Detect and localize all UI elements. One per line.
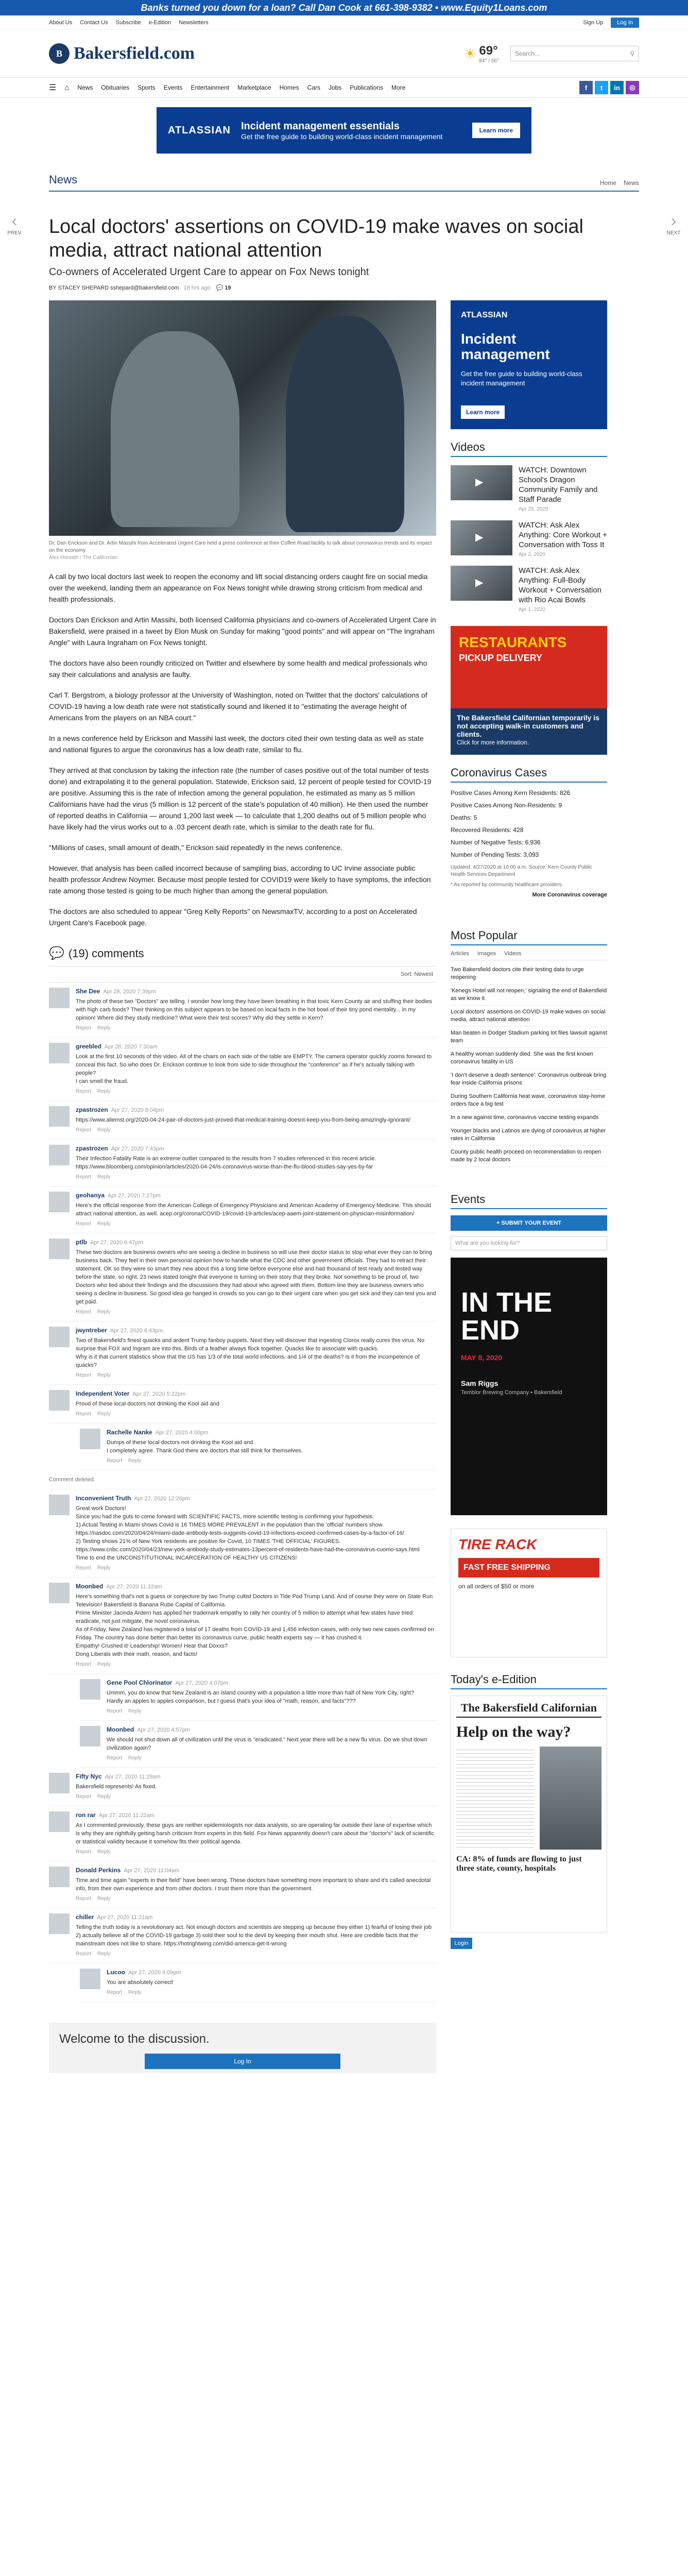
- comment-date: Apr 27, 2020 6:47pm: [90, 1240, 143, 1246]
- most-popular-title: Most Popular: [451, 929, 607, 945]
- restaurants-ad[interactable]: [451, 626, 607, 755]
- sort-select[interactable]: Sort: Newest: [401, 971, 433, 977]
- tab-images[interactable]: Images: [477, 951, 496, 957]
- restaurant-ad-line2: PICKUP DELIVERY: [459, 653, 543, 663]
- comment-text: Two of Bakersfield's finest quacks and ardent Trump fanboy puppets. Next they will discover that ingesting Clorox really cures this virus. No surprise that FOX and Ingram are into this. Birds of a feather always flock together. Quacks like to associate with quacks. Why is it that current statistics show that the US has 1/3 of the total world infections, and 1/4 of the deaths? Is it from the incompetence of quacks?: [76, 1337, 425, 1368]
- promo-banner[interactable]: [0, 0, 688, 15]
- comment: [49, 1908, 436, 1963]
- report-link[interactable]: Report: [76, 1372, 92, 1378]
- nav-item-sports[interactable]: Sports: [137, 84, 156, 91]
- event-search-input[interactable]: [451, 1236, 607, 1250]
- report-link[interactable]: Report: [76, 1089, 92, 1094]
- eedition-cover[interactable]: [451, 1696, 607, 1933]
- comment: [80, 1423, 436, 1470]
- covid-updated: Updated: 4/27/2020 at 10:00 a.m. Source: Kern County Public Health Services Department: [451, 865, 592, 877]
- nav-item-events[interactable]: Events: [163, 84, 183, 91]
- comment-text: Time and time again "experts in their field" have been wrong. These doctors have something more important to share and it's called anecdotal info, from their own experience and from other doctors. I trust them more than the government.: [76, 1877, 431, 1892]
- comment-date: Apr 27, 2020 4:09pm: [128, 1970, 181, 1976]
- avatar[interactable]: [49, 1106, 70, 1127]
- event-search-placeholder: What are you looking for?: [455, 1240, 520, 1246]
- reply-link[interactable]: Reply: [97, 1896, 111, 1902]
- video-title[interactable]: WATCH: Downtown School's Dragon Community Family and Staff Parade: [519, 466, 598, 504]
- nav-item-jobs[interactable]: Jobs: [328, 84, 342, 91]
- report-link[interactable]: Report: [76, 1221, 92, 1227]
- video-item[interactable]: [451, 520, 607, 557]
- video-date: Apr 1, 2020: [519, 607, 545, 613]
- tire-ad-sub: on all orders of $50 or more: [458, 1583, 535, 1590]
- avatar[interactable]: [49, 1192, 70, 1212]
- tab-articles[interactable]: Articles: [451, 951, 470, 957]
- nav-item-cars[interactable]: Cars: [307, 84, 320, 91]
- comment-author[interactable]: Rachelle Nanke: [107, 1429, 152, 1436]
- prev-label: PREV: [7, 230, 22, 236]
- comment-date: Apr 27, 2020 11:29am: [105, 1774, 161, 1780]
- comment: [49, 1861, 436, 1908]
- comment-date: Apr 27, 2020 4:00pm: [155, 1430, 209, 1436]
- comment-text: https://www.aliemst.org/2020-04-24-pair-of-doctors-just-proved-that-medical-training-doesnt-keep-you-from-being-amazingly-ignorant/: [76, 1117, 410, 1123]
- comment-date: Apr 27, 2020 11:32am: [106, 1584, 162, 1590]
- comment: [49, 1187, 436, 1233]
- article-paragraph: Carl T. Bergstrom, a biology professor at the University of Washington, noted on Twitter that the doctors' calculations of COVID-19 having a low death rate were not statistically sound and likened it to "estimating the average height of Americans from the players on an NBA court.": [49, 691, 427, 722]
- utility-links: [49, 20, 215, 26]
- submit-event-button[interactable]: + SUBMIT YOUR EVENT: [451, 1215, 607, 1231]
- section-header: [49, 169, 639, 192]
- reply-link[interactable]: Reply: [128, 1755, 142, 1761]
- home-icon[interactable]: ⌂: [64, 83, 70, 92]
- video-thumbnail[interactable]: [451, 566, 512, 601]
- popular-item[interactable]: Younger blacks and Latinos are dying of coronavirus at higher rates in California: [451, 1125, 607, 1146]
- comment-date: Apr 27, 2020 11:22am: [98, 1812, 154, 1819]
- report-link[interactable]: Report: [76, 1565, 92, 1571]
- covid-stat: Deaths: 5: [451, 814, 477, 821]
- popular-item[interactable]: Man beaten in Dodger Stadium parking lot files lawsuit against team: [451, 1027, 607, 1048]
- comment: [80, 1721, 436, 1768]
- comment: [49, 1101, 436, 1140]
- popular-item[interactable]: In a new against time, coronavirus vaccine testing expands: [451, 1111, 607, 1125]
- avatar[interactable]: [49, 1773, 70, 1793]
- utility-link-subscribe[interactable]: Subscribe: [115, 19, 141, 26]
- chevron-right-icon: ›: [670, 211, 677, 230]
- comment-date: Apr 27, 2020 6:43pm: [110, 1328, 163, 1334]
- comment-author[interactable]: zpastrozen: [76, 1106, 108, 1113]
- comment-date: Apr 28, 2020 7:39pm: [103, 989, 157, 995]
- sidebar-ad-body: Get the free guide to building world-class incident management: [461, 370, 582, 387]
- comments-login-button[interactable]: Log In: [145, 2054, 340, 2069]
- avatar[interactable]: [49, 1583, 70, 1603]
- comment-author[interactable]: ptlb: [76, 1239, 87, 1246]
- article-paragraph: Doctors Dan Erickson and Artin Massihi, both licensed California physicians and co-owners of Accelerated Urgent Care in Bakersfield, were praised in a tweet by Elon Musk on Sunday for making "good points" and will appear on "The Ingraham Angle" with Laura Ingraham on Fox News tonight.: [49, 616, 436, 647]
- popular-item[interactable]: 'I don't deserve a death sentence': Coronavirus outbreak bring fear inside California prisons: [451, 1069, 607, 1090]
- reply-link[interactable]: Reply: [97, 1089, 111, 1094]
- comment-author[interactable]: ron rar: [76, 1811, 96, 1819]
- restaurant-ad-line1: RESTAURANTS: [459, 634, 567, 650]
- sidebar-ad-brand: ATLASSIAN: [461, 311, 508, 319]
- report-link[interactable]: Report: [76, 1951, 92, 1957]
- reply-link[interactable]: Reply: [97, 1127, 111, 1133]
- covid-title: Coronavirus Cases: [451, 766, 607, 783]
- report-link[interactable]: Report: [76, 1896, 92, 1902]
- tire-ad-deal: FAST FREE SHIPPING: [458, 1558, 599, 1578]
- notice-strip[interactable]: [451, 708, 607, 755]
- search-icon[interactable]: ⚲: [630, 50, 634, 57]
- article-paragraph: In a news conference held by Erickson and Massihi last week, the doctors cited their own testing data as well as state and national figures to argue the coronavirus has a low death rate, similar to flu.: [49, 734, 424, 754]
- reply-link[interactable]: Reply: [97, 1565, 111, 1571]
- nav-item-news[interactable]: News: [77, 84, 93, 91]
- nav-item-marketplace[interactable]: Marketplace: [237, 84, 271, 91]
- comment-text: Here's the official response from the American College of Emergency Physicians and American Academy of Emergency Medicine. This should attract national attention, as well. acep.org/corona/COVID-19/covid-19-articles/acep-aaem-joint-statement-on-physician-misinformation/: [76, 1202, 432, 1217]
- avatar[interactable]: [49, 1390, 70, 1411]
- video-item[interactable]: [451, 566, 607, 613]
- eedition-login-button[interactable]: Login: [451, 1938, 472, 1949]
- eedition-title: Today's e-Edition: [451, 1673, 607, 1689]
- most-popular-tabs: [451, 951, 607, 960]
- report-link[interactable]: Report: [76, 1411, 92, 1417]
- signup-link[interactable]: Sign Up: [583, 19, 604, 26]
- byline: [49, 284, 639, 291]
- site-logo[interactable]: [49, 43, 195, 64]
- comment-text: Proud of these local doctors not drinking the Kool aid and: [76, 1401, 219, 1407]
- tire-rack-ad[interactable]: [451, 1529, 607, 1657]
- caption-text: Dr. Dan Erickson and Dr. Artin Massihi from Accelerated Urgent Care held a press conference at their Coffee Road facility to talk about coronavirus trends and its impact on the economy.: [49, 540, 432, 553]
- avatar[interactable]: [49, 1327, 70, 1347]
- comment-text: Great work Doctors! Since you had the guts to come forward with SCIENTIFIC FACTS, more scientific testing is confirming your hypothesis: 1) Actual Testing in Miami shows Covid is 16 TIMES MORE PREVALENT in the population than the 'official' numbers show. https://nasdoc.com/2020/04/24/miami-dade-antibody-tests-suggests-covid-19-infections-exceed-confirmed-cases-by-a-factor-of-16/ 2) Testing shows 21% of New York residents are positive for Covid, 10 TIMES 'THE OFFICIAL' FIGURES. https://www.cnbc.com/2020/04/23/new-york-antibody-study-estimates-13percent-of-residents-have-had-the-coronavirus-cuomo-says.html Time to end the UNCONSTITUTIONAL INCARCERATION OF HEALTHY US CITIZENS!: [76, 1505, 420, 1561]
- reply-link[interactable]: Reply: [128, 1708, 142, 1714]
- avatar[interactable]: [80, 1969, 100, 1989]
- reply-link[interactable]: Reply: [97, 1849, 111, 1855]
- comment-author[interactable]: Donald Perkins: [76, 1867, 121, 1874]
- event-name[interactable]: Sam Riggs: [461, 1379, 498, 1387]
- instagram-icon[interactable]: ◎: [626, 81, 639, 94]
- events-title: Events: [451, 1193, 607, 1209]
- comment-author[interactable]: Inconvenient Truth: [76, 1495, 131, 1502]
- article-paragraph: A call by two local doctors last week to reopen the economy and lift social distancing orders caught fire on social media over the weekend, landing them an appearance on Fox News tonight while drawing strong criticism from medical and health professionals.: [49, 572, 428, 603]
- video-thumbnail[interactable]: [451, 465, 512, 500]
- comment-text: Dumps of these local doctors not drinking the Kool aid and I completely agree. Thank God there are doctors that still think for themselves.: [107, 1439, 303, 1454]
- nav-item-publications[interactable]: Publications: [350, 84, 384, 91]
- menu-icon[interactable]: ☰: [49, 83, 57, 92]
- covid-note: * As reported by community healthcare providers.: [451, 882, 563, 888]
- report-link[interactable]: Report: [76, 1794, 92, 1800]
- photo-caption: [49, 540, 436, 562]
- report-link[interactable]: Report: [76, 1127, 92, 1133]
- comment-text: You are absolutely correct!: [107, 1979, 174, 1986]
- comment-date: Apr 28, 2020 7:30am: [105, 1044, 158, 1050]
- covid-stat: Number of Pending Tests: 3,093: [451, 851, 539, 858]
- reply-link[interactable]: Reply: [97, 1662, 111, 1667]
- report-link[interactable]: Report: [76, 1662, 92, 1667]
- report-link[interactable]: Report: [107, 1990, 123, 1995]
- nav-item-obituaries[interactable]: Obituaries: [101, 84, 130, 91]
- ad-cta-button[interactable]: Learn more: [472, 123, 520, 138]
- comment: [49, 1578, 436, 1674]
- deleted-comment: Comment deleted.: [49, 1470, 436, 1489]
- utility-link-eedition[interactable]: e-Edition: [148, 19, 171, 26]
- report-link[interactable]: Report: [76, 1025, 92, 1031]
- comment-text: Here's something that's not a guess or conjecture by two Trump cultist Doctors in Tide Pod Trump Land. And of course they were on State Run Television! Bakersfield is Banana Rube Capital of California. Prime Minister Jacinda Ardern has applied her trademark empathy to rally her country of 5 million to attempt what few states have tried: eradicate, not just mitigate, the novel coronavirus. As of Friday, New Zealand has registered a total of 17 deaths from COVID-19 and 1,456 infection cases, with only two new cases confirmed on Friday. The country has done better than better its coronavirus curve, public health experts say — it has crushed it. Empathy! Crushed it! Leadership! Women! Hear that Doxxs? Dong Liberals with their math, reason, and facts!: [76, 1594, 434, 1657]
- comment-author[interactable]: Lucoo: [107, 1969, 125, 1976]
- comment-date: Apr 27, 2020 12:26pm: [134, 1496, 191, 1502]
- sun-icon: ☀: [464, 45, 476, 61]
- video-thumbnail[interactable]: [451, 520, 512, 555]
- ad-title: Incident management essentials: [240, 120, 400, 132]
- avatar[interactable]: [80, 1726, 100, 1747]
- comment-text: These two doctors are business owners who are seeing a decline in business so will use their doctor status to stop what ever they can to bring business back. They feel in their own personal opinion how to handle what the CDC and other government officials. They had to retract their statement. OK so they were so smart they new about this a long time before everyone else and had thousand of test ready and tested way before the state, so right. 23 news stated tonight that everyone is turning on their story that they broke. Not something to be proud of, two Doctors who lied about their findings and the discussions they had about who agreed with them. Bottom line they are business owners who seeing a decline in business. So good idea go hanged in crowds so you can go to their urgent care when you get sick and they can test you and get paid.: [76, 1249, 436, 1305]
- comment: [49, 1233, 436, 1321]
- author[interactable]: BY STACEY SHEPARD sshepard@bakersfield.com: [49, 285, 179, 291]
- reply-link[interactable]: Reply: [128, 1990, 142, 1995]
- covid-stat: Positive Cases Among Non-Residents: 9: [451, 802, 562, 809]
- popular-item[interactable]: Local doctors' assertions on COVID-19 make waves on social media, attract national attention: [451, 1006, 607, 1027]
- report-link[interactable]: Report: [76, 1174, 92, 1180]
- comment-text: Telling the truth today is a revolutionary act. Not enough doctors and scientists are stepping up because they either 1) fearful of losing their job 2) actually believe all of the COVID-19 garbage 3) sold their soul to the devil by keeping their mouth shut. Here are credible facts that the mainstream does not like to share. https://hotrightwing.com/did-america-get-it-wrong: [76, 1924, 432, 1947]
- search-placeholder: Search...: [515, 50, 540, 57]
- article-photo[interactable]: [49, 300, 436, 536]
- reply-link[interactable]: Reply: [97, 1025, 111, 1031]
- comment: [49, 1385, 436, 1423]
- avatar[interactable]: [49, 988, 70, 1008]
- article-body: [49, 571, 436, 928]
- comments-title: (19) comments: [68, 946, 144, 960]
- comment-author[interactable]: geohanya: [76, 1192, 105, 1199]
- avatar[interactable]: [49, 1811, 70, 1832]
- video-item[interactable]: [451, 465, 607, 512]
- covid-stat: Positive Cases Among Kern Residents: 826: [451, 789, 571, 796]
- tire-ad-brand: TIRE RACK: [458, 1536, 537, 1552]
- comment: [49, 982, 436, 1038]
- comment-author[interactable]: She Dee: [76, 988, 100, 995]
- reply-link[interactable]: Reply: [97, 1794, 111, 1800]
- popular-item[interactable]: Two Bakersfield doctors cite their testing data to urge reopening: [451, 963, 607, 985]
- report-link[interactable]: Report: [76, 1309, 92, 1315]
- comment: [49, 1038, 436, 1101]
- login-button[interactable]: Log In: [611, 18, 639, 28]
- promo-text: Banks turned you down for a loan? Call Dan Cook at 661-398-9382 • www.Equity1Loans.com: [141, 2, 547, 13]
- social-links: [579, 81, 639, 94]
- twitter-icon[interactable]: t: [595, 81, 608, 94]
- reply-link[interactable]: Reply: [97, 1951, 111, 1957]
- report-link[interactable]: Report: [107, 1755, 123, 1761]
- comment-text: Look at the first 10 seconds of this video. All of the chairs on each side of the table are EMPTY. The camera operator quickly zooms forward to conceal this fact. So who does Dr. Erickson continue to look from side to side throughout the "conference" as if he's actually talking with people? I can smell the fraud.: [76, 1054, 432, 1084]
- comment-author[interactable]: Moonbed: [107, 1726, 134, 1733]
- avatar[interactable]: [80, 1679, 100, 1700]
- videos-title: Videos: [451, 440, 607, 457]
- comment-date: Apr 27, 2020 5:22pm: [132, 1391, 186, 1397]
- site-name: Bakersfield.com: [74, 44, 195, 63]
- reply-link[interactable]: Reply: [97, 1309, 111, 1315]
- comment-author[interactable]: jwyntreber: [76, 1327, 107, 1334]
- comment-text: As I commented previously, these guys are neither epidemiologists nor data analysts, so are operating far outside their lane of expertise which is why they are rightfully getting harsh criticism from experts in this field. Fox News apparently doesn't care about the "doctor's" lack of scientific or statistical validity because it somehow fits their political agenda.: [76, 1822, 435, 1845]
- popular-item[interactable]: A healthy woman suddenly died. She was the first known coronavirus fatality in US: [451, 1048, 607, 1069]
- comment-date: Apr 27, 2020 8:04pm: [111, 1107, 164, 1113]
- main-column: [49, 300, 436, 2073]
- ad-brand: ATLASSIAN: [168, 124, 231, 136]
- nav-item-entertainment[interactable]: Entertainment: [191, 84, 230, 91]
- video-title[interactable]: WATCH: Ask Alex Anything: Core Workout + Conversation with Toss It: [519, 521, 607, 549]
- next-article-arrow[interactable]: [663, 211, 684, 236]
- event-ad[interactable]: [451, 1258, 607, 1515]
- report-link[interactable]: Report: [107, 1708, 123, 1714]
- comment-author[interactable]: chiller: [76, 1913, 94, 1921]
- comment: [49, 1321, 436, 1385]
- comment-author[interactable]: Moonbed: [76, 1583, 104, 1590]
- sidebar: [451, 300, 607, 2073]
- article-paragraph: They arrived at that conclusion by taking the infection rate (the number of cases positive out of the total number of tests done) and extrapolating it to the general population. Statewide, Erickson said, 12 percent of people tested for COVID-19 are positive. Assuming this is the rate of infection among the general population, he estimated as many as 5 million Californians have had the virus (5 million is 12 percent of the state's population of 40 million). He then used the number of reported deaths in California — around 1,200 last week — to calculate that 1,200 deaths out of 5 million people who have likely had the virus works out to a .03 percent death rate, which is similar to the death rate for flu.: [49, 766, 432, 831]
- content-area: [49, 300, 639, 2073]
- main-nav: [0, 77, 688, 98]
- logo-badge-icon: B: [49, 43, 70, 64]
- comment: [80, 1963, 436, 2002]
- video-date: Apr 2, 2020: [519, 552, 545, 557]
- article-paragraph: The doctors are also scheduled to appear "Greg Kelly Reports" on NewsmaxTV, according to a post on Accelerated Urgent Care's Facebook page.: [49, 907, 417, 927]
- section-title[interactable]: News: [49, 173, 78, 186]
- top-banner-ad[interactable]: [157, 107, 531, 154]
- weather-temp: 69°: [479, 43, 498, 58]
- event-ad-headline: IN THE END: [461, 1287, 553, 1346]
- nav-item-more[interactable]: More: [391, 84, 406, 91]
- avatar[interactable]: [49, 1043, 70, 1063]
- paper-masthead: The Bakersfield Californian: [456, 1701, 601, 1718]
- breadcrumb-news[interactable]: News: [623, 179, 639, 187]
- utility-bar: [0, 15, 688, 30]
- article-subhead: Co-owners of Accelerated Urgent Care to appear on Fox News tonight: [49, 266, 369, 278]
- site-header: [0, 30, 688, 77]
- comment-author[interactable]: zpastrozen: [76, 1145, 108, 1152]
- comment-text: The photo of these two "Doctors" are telling. I wonder how long they have been breathing in that toxic Kern County air and stuffing their bodies with high carb foods? Their thinking on this subject appears to be based on local facts in the hot bowl of their tiny pond mentality... in my opinion! Where did they study medicine? What were their test scores? Why did they settle in Kern?: [76, 998, 432, 1021]
- article-paragraph: The doctors have also been roundly criticized on Twitter and elsewhere by some health and medical professionals who say their calculations and analysis are faulty.: [49, 659, 427, 679]
- article-headline: Local doctors' assertions on COVID-19 make waves on social media, attract national attention: [49, 216, 583, 261]
- comments-sort[interactable]: [49, 966, 436, 982]
- sidebar-ad-cta[interactable]: Learn more: [461, 405, 505, 419]
- breadcrumb-home[interactable]: Home: [599, 179, 616, 187]
- comment-date: Apr 27, 2020 7:43pm: [111, 1146, 164, 1152]
- comments-icon: 💬: [49, 946, 64, 960]
- reply-link[interactable]: Reply: [97, 1372, 111, 1378]
- popular-item[interactable]: County public health proceed on recommendation to reopen made by 2 local doctors: [451, 1146, 607, 1167]
- event-venue: Temblor Brewing Company • Bakersfield: [461, 1389, 562, 1396]
- comment-author[interactable]: Fifty Nyc: [76, 1773, 102, 1780]
- nav-item-homes[interactable]: Homes: [279, 84, 299, 91]
- avatar[interactable]: [49, 1867, 70, 1887]
- comment-icon[interactable]: 💬: [216, 285, 223, 291]
- comment-date: Apr 27, 2020 4:57pm: [137, 1727, 191, 1733]
- article-paragraph: "Millions of cases, small amount of death," Erickson said repeatedly in the news conference.: [49, 843, 343, 852]
- avatar[interactable]: [49, 1239, 70, 1259]
- welcome-box: [49, 2023, 436, 2073]
- comment-text: Ummm, you do know that New Zealand is an island country with a population a little more than half of New York City, right? Hardly an apples to apples comparison, but I guess that's your idea of "math, reason, and facts"???: [107, 1690, 415, 1704]
- weather-range: 84° / 56°: [479, 58, 499, 64]
- reply-link[interactable]: Reply: [97, 1411, 111, 1417]
- comment-text: Their Infection Fatality Rate is an extreme outlier compared to the results from 7 studies referenced in this recent article. https://www.bloomberg.com/opinion/articles/2020-04-24/is-coronavirus-worse-than-the-flu-blood-studies-say-yes-by-far: [76, 1156, 376, 1170]
- comment-date: Apr 27, 2020 11:04am: [124, 1868, 180, 1874]
- paper-subheadline: CA: 8% of funds are flowing to just three state, county, hospitals: [456, 1855, 582, 1873]
- report-link[interactable]: Report: [76, 1849, 92, 1855]
- chevron-left-icon: ‹: [11, 211, 18, 230]
- paper-photo: [540, 1747, 601, 1850]
- comment-date: Apr 27, 2020 4:07pm: [175, 1680, 229, 1686]
- notice-body: Click for more information.: [457, 739, 529, 746]
- covid-stat: Recovered Residents: 428: [451, 826, 524, 834]
- coronavirus-widget: [451, 766, 607, 898]
- reply-link[interactable]: Reply: [97, 1221, 111, 1227]
- avatar[interactable]: [49, 1913, 70, 1934]
- utility-link-contact[interactable]: Contact Us: [80, 19, 108, 26]
- comment: [80, 1674, 436, 1721]
- utility-link-newsletters[interactable]: Newsletters: [179, 19, 209, 26]
- comment: [49, 1489, 436, 1578]
- popular-item[interactable]: 'Kenegs Hotel will not reopen,' signaling the end of Bakersfield as we know it: [451, 985, 607, 1006]
- comment: [49, 1768, 436, 1806]
- breadcrumb: [593, 179, 639, 187]
- comment-author[interactable]: Gene Pool Chlorinator: [107, 1679, 173, 1686]
- video-title[interactable]: WATCH: Ask Alex Anything: Full-Body Workout + Conversation with Rio Acai Bowls: [519, 566, 602, 604]
- ad-body: Get the free guide to building world-class incident management: [240, 132, 443, 141]
- search-input[interactable]: [510, 46, 639, 61]
- event-date: MAY 8, 2020: [461, 1353, 503, 1362]
- publish-time: 18 hrs ago: [183, 285, 211, 291]
- notice-title: The Bakersfield Californian temporarily is not accepting walk-in customers and clients.: [457, 714, 599, 738]
- reply-link[interactable]: Reply: [97, 1174, 111, 1180]
- comment-list: [49, 982, 436, 2002]
- linkedin-icon[interactable]: in: [610, 81, 624, 94]
- comment-count[interactable]: 19: [225, 285, 231, 291]
- comment-text: We should not shut down all of civilization until the virus is "eradicated." Next year there will be a new flu virus. Do we shut down civilization again?: [107, 1737, 427, 1751]
- comment: [49, 1806, 436, 1861]
- utility-link-about[interactable]: About Us: [49, 19, 73, 26]
- weather-widget[interactable]: [464, 44, 499, 64]
- article-paragraph: However, that analysis has been called incorrect because of sampling bias, according to UC Irvine associate public health professor Andrew Noymer. Because most people tested for COVID19 were likely to have symptoms, the infection rate among those tested is going to be much higher than among the general population.: [49, 864, 431, 895]
- comment-author[interactable]: Independent Voter: [76, 1390, 130, 1397]
- photo-credit: Alex Horvath / The Californian: [49, 555, 118, 561]
- next-label: NEXT: [666, 230, 681, 236]
- covid-stat: Number of Negative Tests: 6,936: [451, 839, 541, 846]
- comment-text: Bakersfield represents! As fixed.: [76, 1784, 157, 1790]
- paper-headline: Help on the way?: [456, 1723, 571, 1740]
- welcome-title: Welcome to the discussion.: [59, 2032, 210, 2046]
- avatar[interactable]: [49, 1495, 70, 1515]
- facebook-icon[interactable]: f: [579, 81, 593, 94]
- avatar[interactable]: [80, 1429, 100, 1449]
- comment: [49, 1140, 436, 1187]
- most-popular-list: [451, 963, 607, 1167]
- comment-date: Apr 27, 2020 7:27pm: [108, 1193, 161, 1199]
- sidebar-ad-title: Incident management: [461, 331, 550, 362]
- covid-more-link[interactable]: More Coronavirus coverage: [532, 892, 607, 898]
- avatar[interactable]: [49, 1145, 70, 1165]
- report-link[interactable]: Report: [107, 1458, 123, 1464]
- popular-item[interactable]: During Southern California heat wave, coronavirus stay-home orders face a big test: [451, 1090, 607, 1111]
- tab-videos[interactable]: Videos: [504, 951, 522, 957]
- prev-article-arrow[interactable]: [4, 211, 25, 236]
- video-date: Apr 25, 2020: [519, 506, 548, 512]
- sidebar-ad[interactable]: [451, 300, 607, 429]
- comment-date: Apr 27, 2020 11:21am: [97, 1914, 153, 1921]
- comment-author[interactable]: greebled: [76, 1043, 102, 1050]
- comments-header: [49, 946, 436, 961]
- reply-link[interactable]: Reply: [128, 1458, 142, 1464]
